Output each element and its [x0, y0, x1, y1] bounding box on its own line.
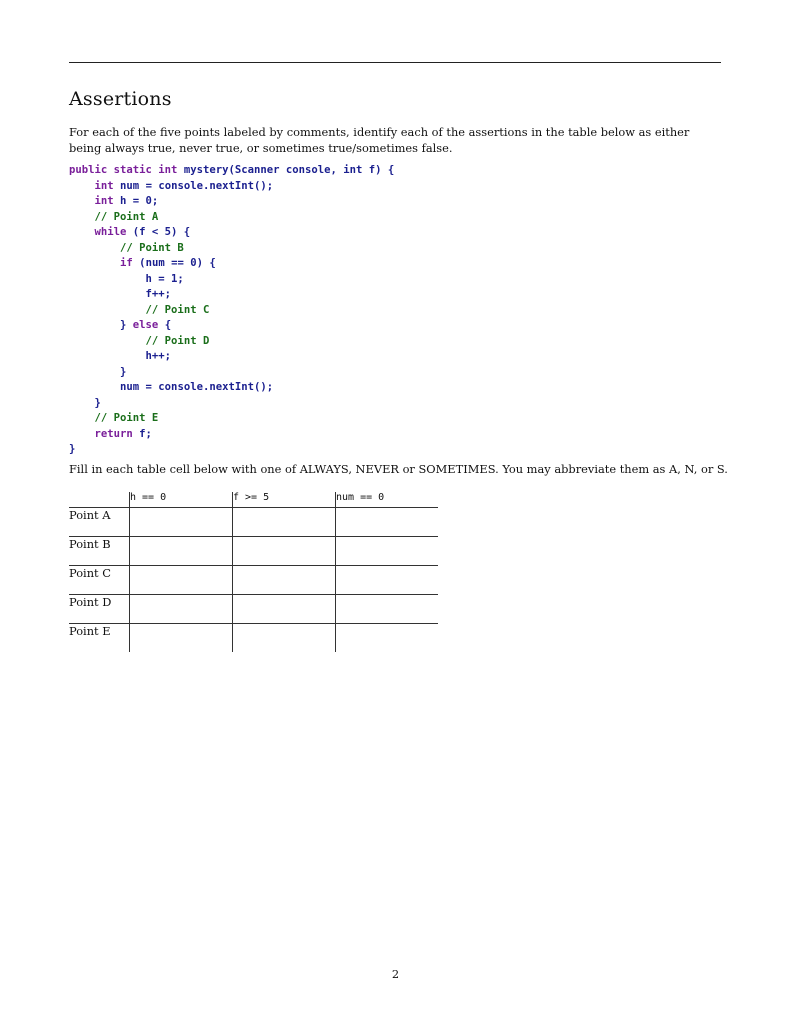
- code-identifier: num: [145, 257, 165, 269]
- code-comment-point-c: // Point C: [145, 303, 210, 316]
- table-row: [69, 595, 438, 624]
- code-method-name: mystery: [183, 164, 229, 176]
- code-comment-point-d: // Point D: [145, 334, 210, 347]
- answer-cell[interactable]: [130, 508, 233, 537]
- code-keyword: return: [94, 427, 133, 440]
- row-label: Point B: [69, 537, 130, 566]
- row-label: Point D: [69, 595, 130, 624]
- code-text: h = 1;: [145, 272, 184, 285]
- intro-paragraph: For each of the five points labeled by comments, identify each of the assertions in the table below as either being always true, never true, or sometimes true/sometimes false.: [69, 125, 690, 155]
- code-text: }: [94, 396, 101, 409]
- code-comment-point-b: // Point B: [120, 241, 184, 254]
- page-number: 2: [391, 967, 400, 981]
- answer-cell[interactable]: [130, 566, 233, 595]
- row-label: Point A: [69, 508, 130, 537]
- code-keyword: public static int: [69, 164, 178, 176]
- code-text: }: [120, 319, 133, 331]
- answer-cell[interactable]: [130, 537, 233, 566]
- answer-cell[interactable]: [336, 566, 439, 595]
- code-text: f++;: [145, 288, 172, 300]
- top-rule: [69, 62, 721, 63]
- code-text: }: [69, 443, 76, 455]
- row-label: Point E: [69, 624, 130, 653]
- table-row: [69, 566, 438, 595]
- code-identifier: num: [120, 381, 140, 393]
- answer-cell[interactable]: [336, 624, 439, 653]
- code-text: f;: [132, 427, 152, 440]
- code-comment-point-a: // Point A: [94, 210, 159, 223]
- code-keyword: else: [132, 319, 159, 331]
- code-identifier: num: [120, 179, 140, 192]
- answer-cell[interactable]: [233, 537, 336, 566]
- answer-cell[interactable]: [336, 537, 439, 566]
- table-header-row: [69, 492, 438, 508]
- column-header: f >= 5: [233, 492, 336, 508]
- code-text: }: [120, 365, 127, 378]
- code-keyword: int: [94, 179, 114, 192]
- code-text: = console.nextInt();: [139, 381, 274, 393]
- code-keyword: while: [94, 226, 127, 238]
- table-row: [69, 537, 438, 566]
- answer-cell[interactable]: [233, 508, 336, 537]
- table-row: [69, 508, 438, 537]
- code-params: (Scanner console, int f) {: [228, 164, 395, 176]
- code-keyword: int: [94, 195, 114, 207]
- instructions: Fill in each table cell below with one of ALWAYS, NEVER or SOMETIMES. You may abbreviate them as A, N, or S.: [69, 462, 728, 476]
- code-text: == 0) {: [164, 257, 216, 269]
- answer-cell[interactable]: [233, 566, 336, 595]
- code-comment-point-e: // Point E: [94, 412, 159, 424]
- answer-cell[interactable]: [336, 508, 439, 537]
- assertions-table: [69, 492, 438, 652]
- code-keyword: if: [120, 257, 133, 269]
- section-title: Assertions: [69, 88, 172, 110]
- row-label: Point C: [69, 566, 130, 595]
- column-header: h == 0: [130, 492, 233, 508]
- code-text: {: [158, 319, 172, 331]
- answer-cell[interactable]: [130, 624, 233, 653]
- answer-cell[interactable]: [130, 595, 233, 624]
- code-listing: [69, 163, 394, 458]
- answer-cell[interactable]: [233, 624, 336, 653]
- code-text: (: [132, 257, 146, 269]
- code-text: = console.nextInt();: [139, 179, 274, 192]
- code-text: h = 0;: [113, 195, 159, 207]
- table-row: [69, 624, 438, 653]
- code-text: (f < 5) {: [126, 226, 191, 238]
- table-corner: [69, 492, 130, 508]
- answer-cell[interactable]: [336, 595, 439, 624]
- column-header: num == 0: [336, 492, 439, 508]
- code-text: h++;: [145, 350, 172, 362]
- answer-cell[interactable]: [233, 595, 336, 624]
